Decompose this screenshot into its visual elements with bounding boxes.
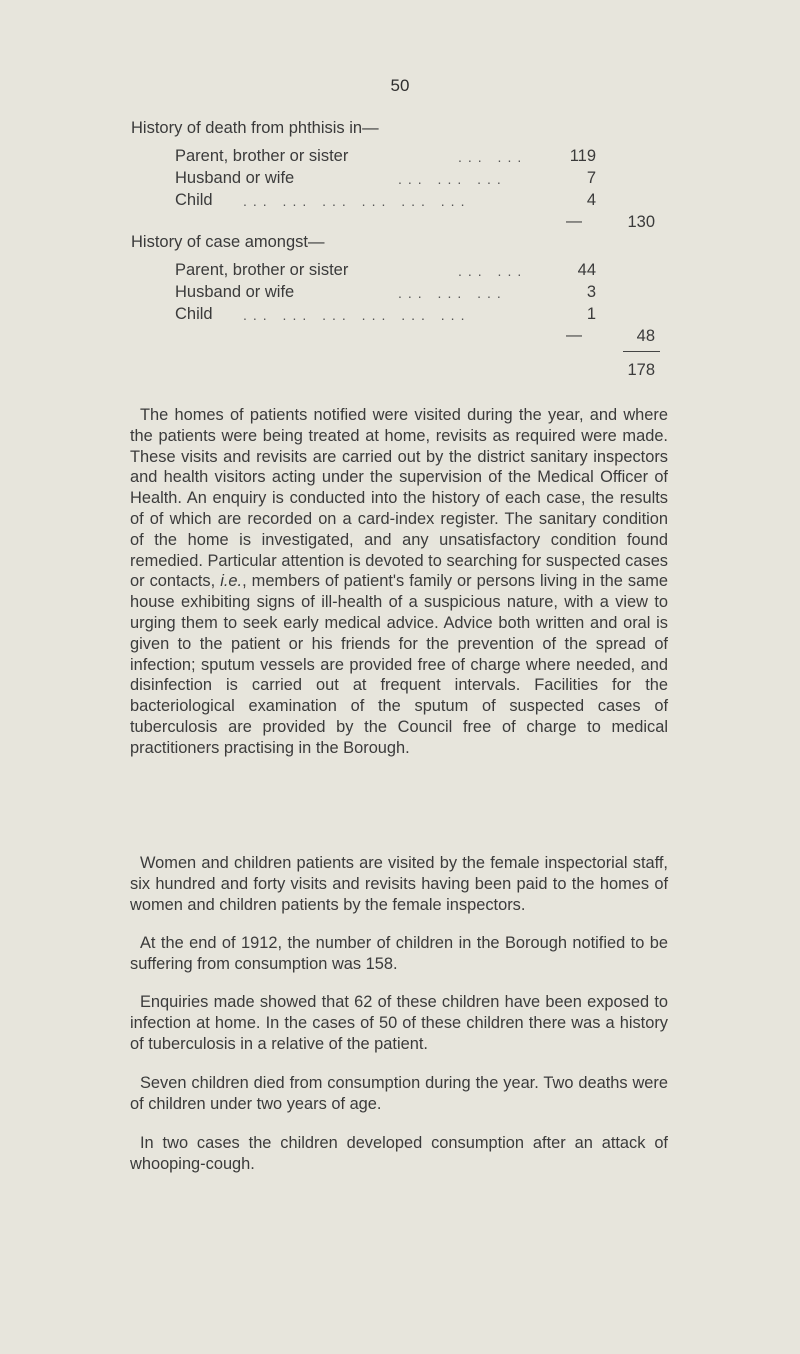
paragraph-home-visits [130,405,668,759]
leader-dots: ... ... [458,149,528,165]
paragraph-enquiries: Enquiries made showed that 62 of these children have been exposed to infection at home. In the cases of 50 of these children there was a history of tuberculosis in a relative of the patient. [130,993,668,1053]
row-value: 44 [577,261,596,279]
italic-abbreviation: i.e. [220,572,243,591]
row-label: Parent, brother or sister [175,261,349,279]
paragraph-children-notified: At the end of 1912, the number of children in the Borough notified to be suffering from consumption was 158. [130,934,668,973]
row-label: Husband or wife [175,283,295,301]
case-history-subtotal: 48 [636,327,655,345]
row-value: 7 [586,169,596,187]
leader-dots: ... ... ... [398,285,507,301]
case-history-heading: History of case amongst— [131,233,325,251]
page-number: 50 [390,76,410,95]
row-value: 4 [586,191,596,209]
row-label: Child [175,191,213,209]
row-label: Child [175,305,213,323]
row-label: Husband or wife [175,169,295,187]
death-history-subtotal: 130 [627,213,655,231]
leader-dots: ... ... ... ... ... ... [243,307,471,323]
paragraph-text: The homes of patients notified were visited during the year, and where the patients were being treated at home, revisits as required were made. These visits and revisits are carried out by the district sanitary inspectors and health visitors acting under the supervision of the Medical Officer of Health. An enquiry is conducted into the history of each case, the results of of which are recorded on a card-index register. The sanitary condition of the home is investigated, and any unsatisfactory condition found remedied. Particular attention is devoted to searching for suspected cases or contacts, [130,406,668,591]
paragraph-whooping-cough: In two cases the children developed consumption after an attack of whooping-cough. [130,1134,668,1173]
leader-dots: ... ... ... ... ... ... [243,193,471,209]
row-value: 3 [586,283,596,301]
subtotal-dash: — [566,213,582,230]
death-history-heading: History of death from phthisis in— [131,119,379,137]
grand-total: 178 [627,361,655,379]
row-value: 119 [569,147,596,165]
row-label: Parent, brother or sister [175,147,349,165]
paragraph-women-children: Women and children patients are visited by the female inspectorial staff, six hundred and forty visits and revisits having been paid to the homes of women and children patients by the female inspectors. [130,854,668,914]
leader-dots: ... ... [458,263,528,279]
subtotal-dash: — [566,327,582,344]
paragraph-deaths: Seven children died from consumption during the year. Two deaths were of children under two years of age. [130,1074,668,1113]
row-value: 1 [586,305,596,323]
leader-dots: ... ... ... [398,171,507,187]
total-rule [623,351,660,352]
paragraph-text: , members of patient's family or persons living in the same house exhibiting signs of ill-health of a suspicious nature, with a view to urging them to seek early medical advice. Advice both written and oral is given to the patient or his friends for the prevention of the spread of infection; sputum vessels are provided free of charge where needed, and disinfection is carried out at frequent intervals. Facilities for the bacteriological examination of the sputum of suspected cases of tuberculosis are provided by the Council free of charge to medical practitioners practising in the Borough. [130,572,668,757]
